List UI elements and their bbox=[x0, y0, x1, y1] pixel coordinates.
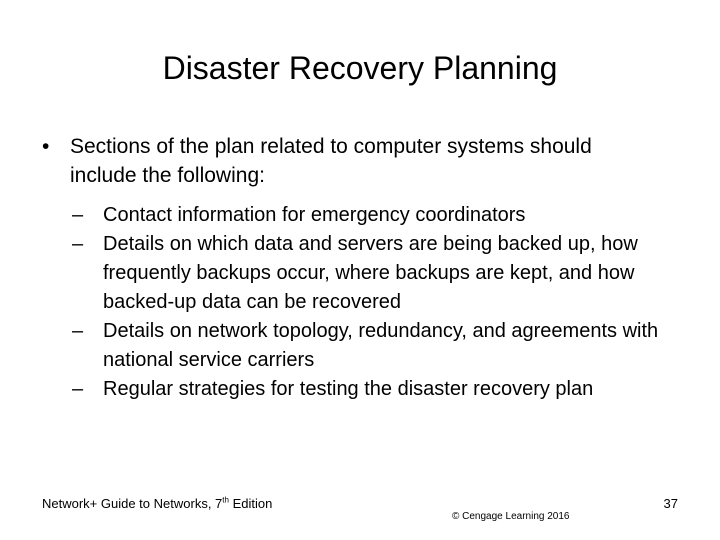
book-title-prefix: Network+ Guide to Networks, 7 bbox=[42, 496, 223, 511]
sub-bullet-text: Contact information for emergency coordinators bbox=[103, 204, 526, 226]
footer-copyright: © Cengage Learning 2016 bbox=[452, 511, 570, 522]
dash-marker: – bbox=[72, 378, 84, 400]
sub-bullet-item bbox=[72, 375, 687, 404]
dash-marker: – bbox=[72, 204, 84, 226]
bullet-marker: • bbox=[42, 135, 50, 158]
sub-bullet-text: Details on which data and servers are being backed up, how frequently backups occur, where backups are kept, and how backed-up data can be recovered bbox=[103, 233, 638, 313]
sub-bullet-text: Regular strategies for testing the disaster recovery plan bbox=[103, 378, 594, 400]
book-title-edition-sup: th bbox=[222, 495, 229, 505]
page-number: 37 bbox=[663, 496, 678, 511]
book-title-suffix: Edition bbox=[228, 496, 273, 511]
dash-marker: – bbox=[72, 233, 84, 255]
sub-bullet-item bbox=[72, 201, 687, 230]
dash-marker: – bbox=[72, 320, 84, 342]
sub-bullet-text: Details on network topology, redundancy, and agreements with national service carriers bbox=[103, 320, 659, 371]
sub-bullet-item bbox=[72, 230, 687, 317]
sub-bullet-item bbox=[72, 317, 687, 375]
footer-book-title bbox=[42, 496, 272, 512]
main-bullet-text: Sections of the plan related to computer systems should include the following: bbox=[70, 135, 592, 187]
slide-title: Disaster Recovery Planning bbox=[162, 50, 558, 86]
sub-bullet-list bbox=[72, 201, 687, 404]
main-bullet bbox=[42, 132, 662, 190]
